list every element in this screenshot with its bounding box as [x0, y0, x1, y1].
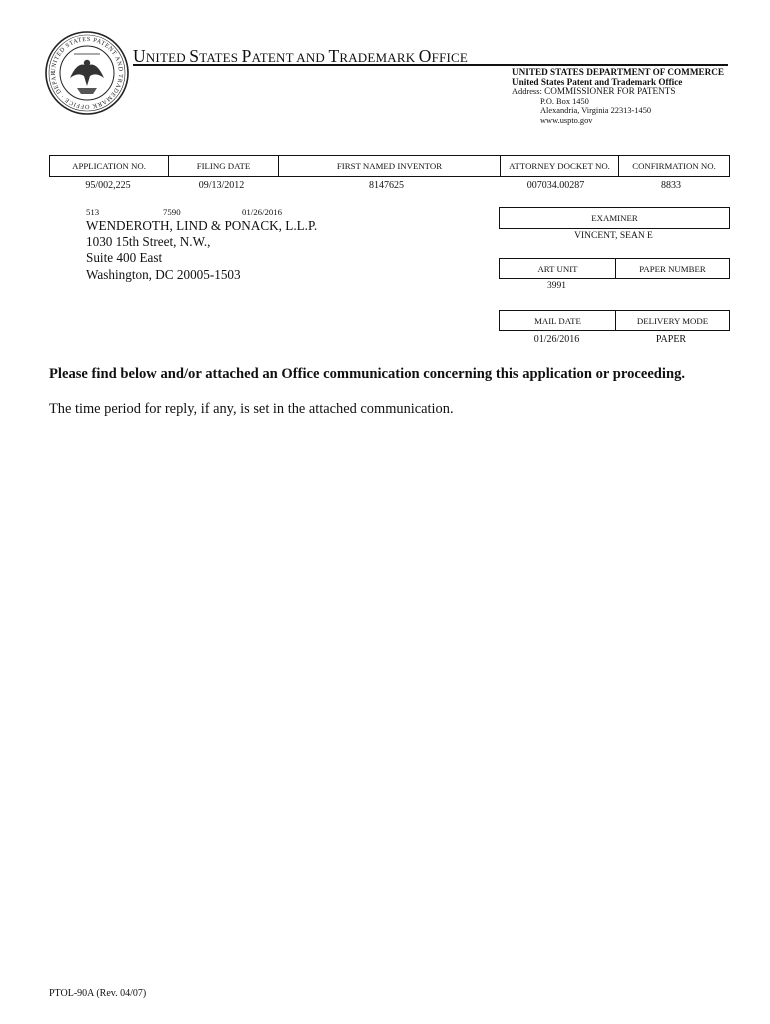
mail-date-value: 01/26/2016	[533, 334, 580, 345]
office-communication-notice: Please find below and/or attached an Office communication concerning this application or proceeding.	[49, 366, 686, 382]
correspondence-address	[86, 218, 317, 283]
office-title-part: O	[418, 46, 432, 66]
address-line-1: WENDEROTH, LIND & PONACK, L.L.P.	[86, 218, 318, 233]
delivery-mode-label: DELIVERY MODE	[636, 315, 709, 326]
reply-period-text: The time period for reply, if any, is set in the attached communication.	[49, 401, 454, 417]
application-no-value: 95/002,225	[85, 180, 131, 191]
code-number: 7590	[163, 207, 181, 217]
confirmation-no-value: 8833	[661, 180, 681, 191]
office-name: United States Patent and Trademark Office	[512, 76, 683, 87]
office-title-part: RADEMARK	[339, 50, 419, 65]
title-divider	[133, 64, 728, 66]
office-title-part: P	[241, 46, 252, 66]
application-header-table	[49, 155, 730, 177]
application-values-row	[49, 180, 728, 191]
mail-date-label: MAIL DATE	[500, 311, 616, 330]
first-named-inventor-value: 8147625	[369, 180, 404, 191]
header-application-no: APPLICATION NO.	[50, 156, 169, 176]
examiner-box	[499, 207, 730, 229]
address-line-4: Washington, DC 20005-1503	[86, 266, 241, 282]
header-attorney-docket-no: ATTORNEY DOCKET NO.	[501, 156, 619, 176]
office-title-part: TATES	[199, 50, 242, 65]
office-title-part: T	[328, 46, 340, 66]
delivery-mode-value: PAPER	[655, 334, 687, 345]
address-line-2: 1030 15th Street, N.W.,	[86, 234, 211, 250]
code-date: 01/26/2016	[242, 207, 283, 217]
svg-text:UNITED STATES PATENT AND TRADE: UNITED STATES PATENT AND TRADEMARK OFFICE · DEPAR	[49, 35, 125, 111]
office-title-part: FFICE	[431, 50, 469, 65]
attorney-docket-no-value: 007034.00287	[526, 180, 585, 191]
office-title-part: ATENT AND	[251, 50, 329, 65]
office-title-part: U	[133, 46, 146, 66]
mail-box	[499, 310, 730, 331]
office-title-part: S	[189, 46, 200, 66]
header-filing-date: FILING DATE	[169, 156, 279, 176]
address-line	[512, 87, 724, 97]
customer-number: 513	[86, 207, 100, 217]
seal-emblem-icon	[44, 30, 130, 116]
examiner-name: VINCENT, SEAN E	[574, 231, 653, 241]
website: www.uspto.gov	[540, 115, 593, 125]
city-line: Alexandria, Virginia 22313-1450	[540, 106, 652, 115]
address-name: COMMISSIONER FOR PATENTS	[544, 86, 676, 96]
filing-date-value: 09/13/2012	[198, 180, 245, 191]
paper-number-label: PAPER NUMBER	[639, 263, 706, 274]
header-first-named-inventor: FIRST NAMED INVENTOR	[279, 156, 501, 176]
address-label: Address:	[512, 87, 542, 96]
office-title-part: NITED	[145, 50, 190, 65]
address-line-3: Suite 400 East	[86, 250, 163, 266]
po-box: P.O. Box 1450	[540, 96, 589, 106]
art-unit-box	[499, 258, 730, 279]
art-unit-label: ART UNIT	[500, 259, 616, 278]
department-name: UNITED STATES DEPARTMENT OF COMMERCE	[512, 67, 725, 77]
department-address-block	[512, 68, 724, 125]
art-unit-value: 3991	[547, 281, 566, 291]
uspto-seal	[44, 30, 130, 116]
header-confirmation-no: CONFIRMATION NO.	[632, 161, 716, 171]
form-identifier: PTOL-90A (Rev. 04/07)	[49, 988, 147, 999]
examiner-label: EXAMINER	[591, 213, 638, 223]
